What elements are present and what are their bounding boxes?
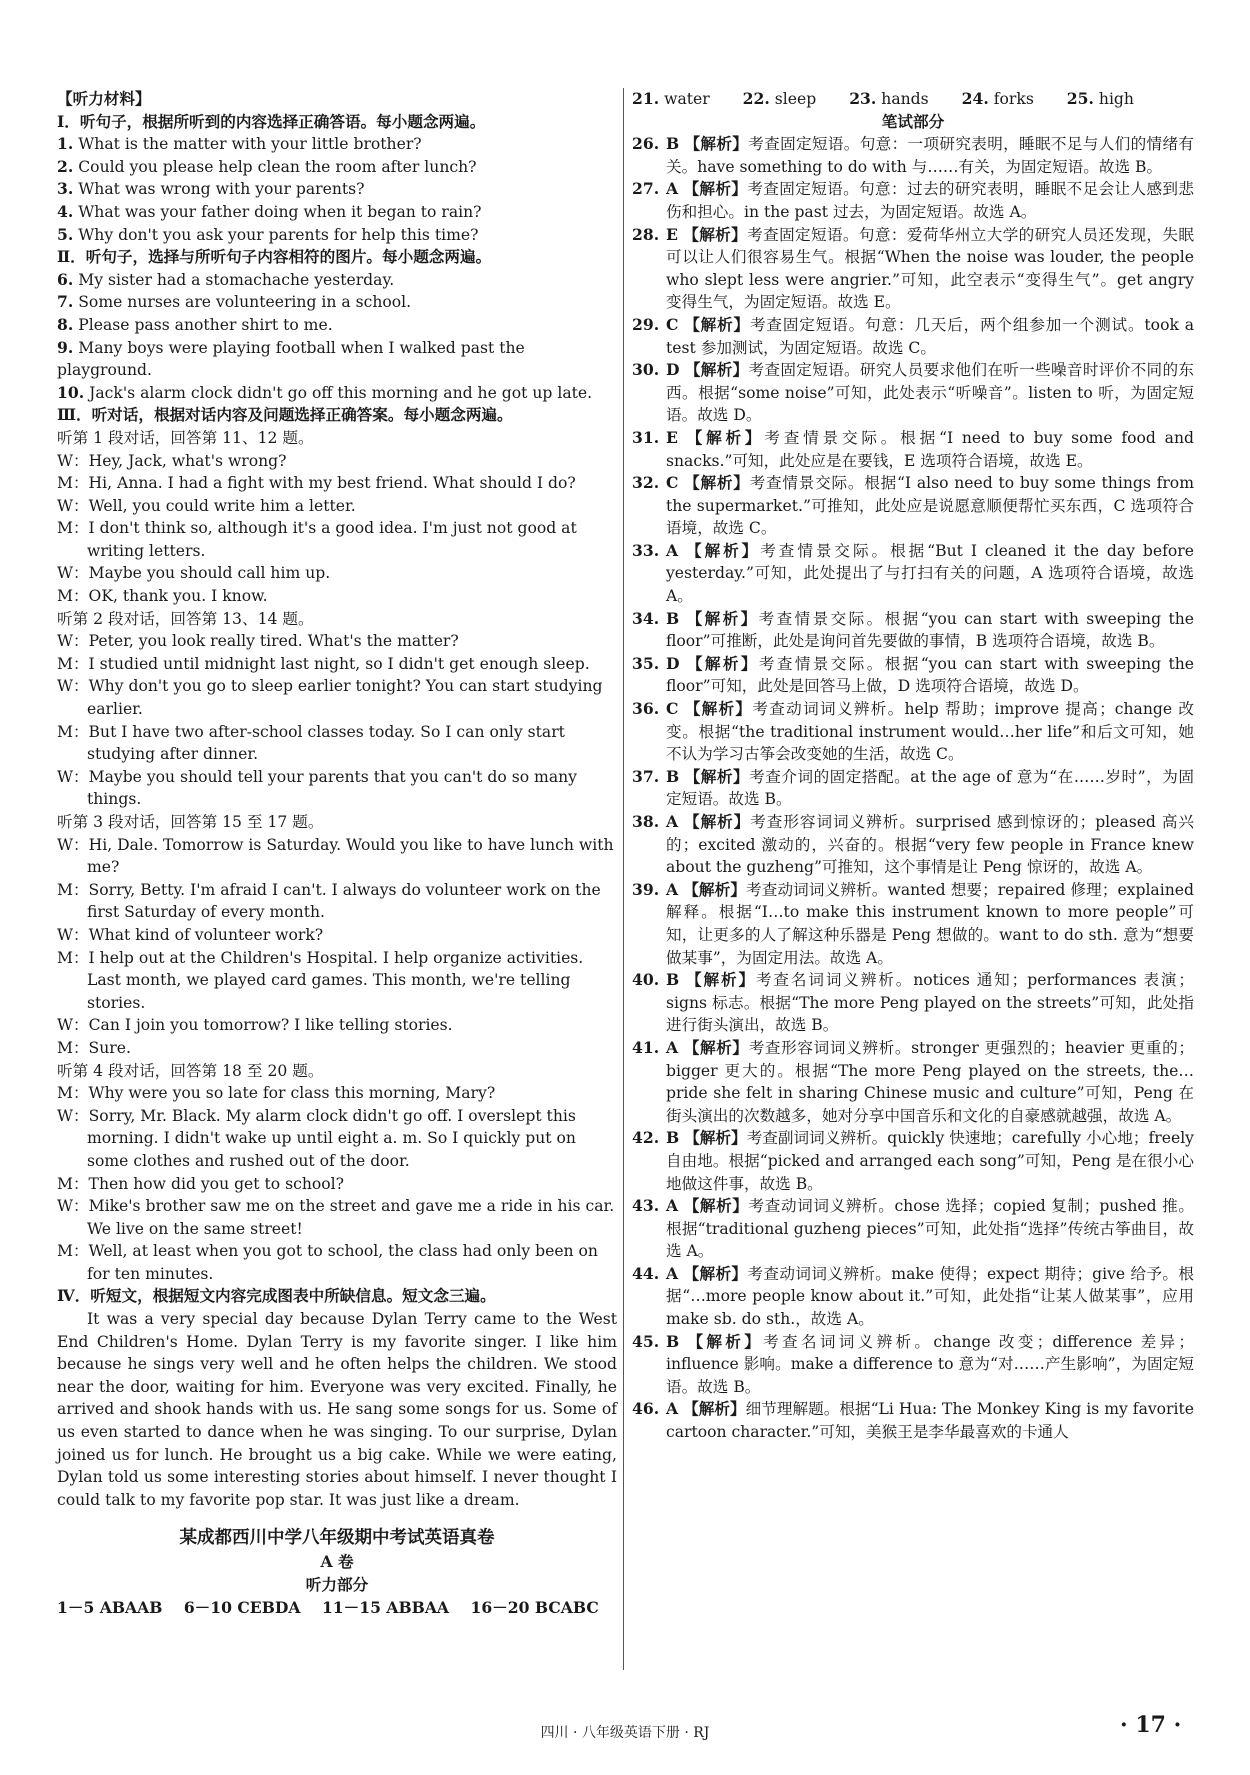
item-explanation: 考查动词词义辨析。chose 选择；copied 复制；pushed 推。根据“traditional guzheng pieces”可知，此处指“选择”传统古筝曲目，故选 A。 xyxy=(666,1197,1194,1261)
dialogue-line: M：Sure. xyxy=(57,1038,131,1057)
section-1-heading: Ⅰ．听句子，根据所听到的内容选择正确答语。每小题念两遍。 xyxy=(57,111,486,131)
item-explanation: 考查副词词义辨析。quickly 快速地；carefully 小心地；freely 自由地。根据“picked and arranged each song”可知，Peng 是在很小心地做这件事，故选 B。 xyxy=(666,1129,1194,1193)
dialogue-3-heading: 听第 3 段对话，回答第 15 至 17 题。 xyxy=(57,813,324,831)
item-number: 27. xyxy=(632,179,660,199)
analysis-tag: 【解析】 xyxy=(684,473,750,493)
item-explanation: 考查情景交际。根据“But I cleaned it the day before yesterday.”可知，此处提出了与打扫有关的问题，A 选项符合语境，故选 A。 xyxy=(666,541,1194,606)
answer-group: 1－5 ABAAB xyxy=(57,1597,163,1617)
listening-answers xyxy=(57,1597,617,1620)
item-number: 10. xyxy=(57,382,85,402)
explanation-item xyxy=(632,811,1194,879)
analysis-tag: 【解析】 xyxy=(683,1196,749,1216)
answer-word: sleep xyxy=(774,90,817,108)
list-item xyxy=(57,156,617,179)
item-text: What was your father doing when it began to rain? xyxy=(78,202,482,221)
item-answer: B xyxy=(666,766,680,786)
section-2-heading: Ⅱ．听句子，选择与所听句子内容相符的图片。每小题念两遍。 xyxy=(57,247,492,267)
analysis-tag: 【解析】 xyxy=(687,1331,764,1351)
dialogue-4-heading: 听第 4 段对话，回答第 18 至 20 题。 xyxy=(57,1061,324,1080)
dialogue-line: M：Why were you so late for class this morning, Mary? xyxy=(57,1084,496,1103)
list-item xyxy=(57,224,617,247)
list-item xyxy=(57,314,617,337)
item-number: 5. xyxy=(57,224,74,244)
analysis-tag: 【解析】 xyxy=(686,653,759,673)
item-number: 33. xyxy=(632,540,660,560)
item-number: 24. xyxy=(961,89,989,108)
item-number: 28. xyxy=(632,224,660,244)
written-part-label: 笔试部分 xyxy=(881,111,945,131)
item-explanation: 考查情景交际。根据“you can start with sweeping the floor”可推断，此处是询问首先要做的事情，B 选项符合语境，故选 B。 xyxy=(666,609,1194,651)
item-answer: D xyxy=(666,653,680,673)
explanation-item xyxy=(632,1398,1194,1443)
explanation-item xyxy=(632,1037,1194,1127)
item-answer: E xyxy=(666,224,678,244)
section-3-heading: Ⅲ．听对话，根据对话内容及问题选择正确答案。每小题念两遍。 xyxy=(57,405,513,425)
item-number: 6. xyxy=(57,269,74,289)
dialogue-line: W：Mike's brother saw me on the street and gave me a ride in his car. We live on the same street! xyxy=(57,1197,615,1238)
item-answer: A xyxy=(666,1037,679,1057)
dialogue-line: M：I help out at the Children's Hospital. I help organize activities. Last month, we played card games. This month, we're telling stories. xyxy=(57,948,584,1012)
item-explanation: 考查固定短语。句意：一项研究表明，睡眠不足与人们的情绪有关。have something to do with 与……有关，为固定短语。故选 B。 xyxy=(666,135,1194,176)
item-answer: A xyxy=(666,879,679,899)
item-number: 30. xyxy=(632,360,660,380)
explanation-item xyxy=(632,653,1194,698)
analysis-tag: 【解析】 xyxy=(684,360,749,380)
item-number: 32. xyxy=(632,473,660,493)
item-explanation: 考查固定短语。句意：爱荷华州立大学的研究人员还发现，失眠可以让人们很容易生气。根据“When the noise was louder, the people who slept less were angrier.”可知，此空表示“变得生气”。get angry 变得生气，为固定短语。故选 E。 xyxy=(666,225,1194,312)
item-number: 7. xyxy=(57,292,74,312)
answer-word: water xyxy=(664,90,710,108)
item-explanation: 考查情景交际。根据“I need to buy some food and snacks.”可知，此处应是在要钱，E 选项符合语境，故选 E。 xyxy=(666,428,1194,470)
answer-group: 16－20 BCABC xyxy=(470,1597,599,1617)
item-answer: B xyxy=(666,1128,680,1148)
item-answer: A xyxy=(666,179,679,199)
analysis-tag: 【解析】 xyxy=(684,699,753,719)
item-number: 35. xyxy=(632,653,660,673)
item-answer: B xyxy=(666,608,680,628)
item-text: Jack's alarm clock didn't go off this morning and he got up late. xyxy=(89,383,593,402)
item-answer: B xyxy=(666,1331,680,1351)
item-text: What was wrong with your parents? xyxy=(78,180,365,199)
item-number: 31. xyxy=(632,427,660,447)
item-answer: A xyxy=(666,1399,679,1419)
dialogue-line: W：Maybe you should tell your parents that you can't do so many things. xyxy=(57,767,577,809)
explanation-item xyxy=(632,178,1194,223)
analysis-tag: 【解析】 xyxy=(683,1263,748,1283)
item-number: 25. xyxy=(1066,89,1094,108)
dialogue-line: M：Well, at least when you got to school, the class had only been on for ten minutes. xyxy=(57,1242,598,1283)
explanation-item xyxy=(632,133,1194,178)
analysis-tag: 【解析】 xyxy=(684,766,750,786)
dialogue-line: M：I don't think so, although it's a good idea. I'm just not good at writing letters. xyxy=(57,519,577,560)
list-item xyxy=(57,178,617,201)
section-4-heading: Ⅳ．听短文，根据短文内容完成图表中所缺信息。短文念三遍。 xyxy=(57,1286,496,1306)
left-column xyxy=(57,88,617,1619)
explanation-item xyxy=(632,1263,1194,1331)
item-answer: C xyxy=(666,473,679,493)
analysis-tag: 【解析】 xyxy=(683,1037,749,1057)
analysis-tag: 【解析】 xyxy=(684,1128,747,1148)
list-item xyxy=(57,133,617,156)
explanation-item xyxy=(632,1331,1194,1399)
item-number: 9. xyxy=(57,337,74,357)
explanation-item xyxy=(632,314,1194,359)
explanation-item xyxy=(632,224,1194,314)
item-number: 43. xyxy=(632,1196,660,1216)
item-text: Many boys were playing football when I walked past the playground. xyxy=(57,338,525,380)
item-answer: B xyxy=(666,134,680,154)
page-footer: 四川 · 八年级英语下册 · RJ xyxy=(540,1725,710,1741)
item-answer: A xyxy=(666,812,679,831)
listening-part-label: 听力部分 xyxy=(305,1575,369,1594)
dialogue-line: W：Peter, you look really tired. What's the matter? xyxy=(57,632,459,651)
item-number: 4. xyxy=(57,201,74,221)
item-number: 23. xyxy=(849,89,877,108)
item-explanation: 考查形容词词义辨析。stronger 更强烈的；heavier 更重的；bigger 更大的。根据“The more Peng played on the streets, the…pride she felt in sharing Chinese music and culture”可知，Peng 在街头演出的次数越多，她对分享中国音乐和文化的自豪感就越强，故选 A。 xyxy=(666,1038,1194,1125)
item-number: 44. xyxy=(632,1263,660,1283)
dialogue-line: M：I studied until midnight last night, so I didn't get enough sleep. xyxy=(57,654,590,673)
item-answer: D xyxy=(666,360,680,380)
explanation-item xyxy=(632,540,1194,608)
list-item xyxy=(57,201,617,224)
column-divider xyxy=(623,88,624,1670)
item-number: 22. xyxy=(742,89,770,108)
explanation-item xyxy=(632,1195,1194,1263)
answer-group: 6－10 CEBDA xyxy=(183,1597,301,1617)
item-number: 1. xyxy=(57,134,74,154)
right-column xyxy=(632,88,1194,1444)
dialogue-line: W：Hey, Jack, what's wrong? xyxy=(57,451,287,470)
list-item xyxy=(57,269,617,292)
item-number: 36. xyxy=(632,699,660,719)
explanation-item xyxy=(632,427,1194,472)
item-number: 3. xyxy=(57,179,74,199)
item-text: What is the matter with your little brother? xyxy=(78,135,422,154)
item-answer: C xyxy=(666,699,679,719)
item-number: 39. xyxy=(632,879,660,899)
dialogue-line: M：Hi, Anna. I had a fight with my best friend. What should I do? xyxy=(57,474,576,493)
item-explanation: 考查名词词义辨析。change 改变；difference 差异；influence 影响。make a difference to 意为“对……产生影响”，为固定短语。故选 B。 xyxy=(666,1332,1194,1396)
dialogue-line: W：Can I join you tomorrow? I like telling stories. xyxy=(57,1016,453,1035)
answer-group: 11－15 ABBAA xyxy=(321,1597,450,1617)
page-number: · 17 · xyxy=(1120,1712,1182,1738)
analysis-tag: 【解析】 xyxy=(683,1399,746,1419)
item-text: My sister had a stomachache yesterday. xyxy=(78,270,395,289)
explanation-item xyxy=(632,608,1194,653)
item-explanation: 考查情景交际。根据“you can start with sweeping the floor”可知，此处是回答马上做，D 选项符合语境，故选 D。 xyxy=(666,654,1194,696)
dialogue-line: W：Why don't you go to sleep earlier tonight? You can start studying earlier. xyxy=(57,677,603,719)
paper-a-label: A 卷 xyxy=(320,1552,354,1572)
analysis-tag: 【解析】 xyxy=(683,879,747,899)
explanation-item xyxy=(632,472,1194,540)
item-text: Could you please help clean the room after lunch? xyxy=(78,157,477,176)
section-1-list xyxy=(57,133,617,246)
item-number: 46. xyxy=(632,1399,660,1419)
dialogue-line: M：Sorry, Betty. I'm afraid I can't. I always do volunteer work on the first Saturday of every month. xyxy=(57,880,601,922)
item-number: 29. xyxy=(632,314,660,334)
list-item xyxy=(57,337,617,382)
section-header: 【听力材料】 xyxy=(57,89,151,108)
list-item xyxy=(57,291,617,314)
answer-word: hands xyxy=(881,90,929,108)
item-answer: E xyxy=(666,427,678,447)
item-answer: B xyxy=(666,970,680,990)
item-explanation: 考查动词词义辨析。help 帮助；improve 提高；change 改变。根据“the traditional instrument would…her life”和后文可知，她不认为学习古筝会改变她的生活，故选 C。 xyxy=(666,700,1194,764)
dialogue-line: M：But I have two after-school classes today. So I can only start studying after dinner. xyxy=(57,722,565,764)
analysis-tag: 【解析】 xyxy=(684,812,751,831)
analysis-tag: 【解析】 xyxy=(686,427,765,447)
item-explanation: 考查固定短语。句意：过去的研究表明，睡眠不足会让人感到悲伤和担心。in the past 过去，为固定短语。故选 A。 xyxy=(666,180,1194,221)
answer-explanations xyxy=(632,133,1194,1443)
item-number: 42. xyxy=(632,1128,660,1148)
dialogue-line: W：Hi, Dale. Tomorrow is Saturday. Would you like to have lunch with me? xyxy=(57,835,614,877)
item-explanation: 考查固定短语。研究人员要求他们在听一些噪音时评价不同的东西。根据“some noise”可知，此处表示“听噪音”。listen to 听，为固定短语。故选 D。 xyxy=(666,361,1194,425)
analysis-tag: 【解析】 xyxy=(683,224,748,244)
item-number: 8. xyxy=(57,314,74,334)
section-2-list xyxy=(57,269,617,405)
item-explanation: 考查动词词义辨析。wanted 想要；repaired 修理；explained 解释。根据“I…to make this instrument known to more people”可知，让更多的人了解这种乐器是 Peng 想做的。want to do sth. 意为“想要做某事”，为固定用法。故选 A。 xyxy=(666,880,1194,967)
analysis-tag: 【解析】 xyxy=(683,179,748,199)
item-text: Some nurses are volunteering in a school. xyxy=(78,293,412,312)
list-item xyxy=(57,382,617,405)
answer-word: forks xyxy=(993,90,1034,108)
item-number: 41. xyxy=(632,1037,660,1057)
dialogue-line: W：Maybe you should call him up. xyxy=(57,564,331,583)
item-number: 2. xyxy=(57,156,74,176)
analysis-tag: 【解析】 xyxy=(684,134,749,154)
dialogue-line: W：Well, you could write him a letter. xyxy=(57,496,356,515)
analysis-tag: 【解析】 xyxy=(686,540,761,560)
passage-text: It was a very special day because Dylan Terry came to the West End Children's Home. Dylan Terry is my favorite singer. I like him because he sings very well and he often helps the children. We stood near the door, waiting for him. Everyone was very excited. Finally, he arrived and shook hands with us. He sang some songs for us. Some of us even started to dance when he was singing. To our surprise, Dylan joined us for lunch. He brought us a big cake. While we were eating, Dylan told us some interesting stories about himself. I never thought I could talk to my favorite pop star. It was just like a dream. xyxy=(57,1310,617,1509)
item-text: Why don't you ask your parents for help this time? xyxy=(78,225,479,244)
item-number: 45. xyxy=(632,1331,660,1351)
explanation-item xyxy=(632,359,1194,427)
dialogue-1-heading: 听第 1 段对话，回答第 11、12 题。 xyxy=(57,428,314,447)
answer-word: high xyxy=(1098,90,1134,108)
analysis-tag: 【解析】 xyxy=(686,970,756,990)
item-answer: A xyxy=(666,540,679,560)
item-number: 26. xyxy=(632,134,660,154)
explanation-item xyxy=(632,698,1194,766)
item-number: 40. xyxy=(632,970,660,990)
item-explanation: 考查名词词义辨析。notices 通知；performances 表演；signs 标志。根据“The more Peng played on the streets”可知，此处指进行街头演出，故选 B。 xyxy=(666,971,1194,1035)
dialogue-line: M：Then how did you get to school? xyxy=(57,1174,345,1193)
item-explanation: 细节理解题。根据“Li Hua: The Monkey King is my favorite cartoon character.”可知，美猴王是李华最喜欢的卡通人 xyxy=(666,1400,1194,1442)
item-number: 38. xyxy=(632,812,660,831)
dialogue-line: W：What kind of volunteer work? xyxy=(57,925,324,944)
dialogue-2-heading: 听第 2 段对话，回答第 13、14 题。 xyxy=(57,609,314,628)
explanation-item xyxy=(632,1127,1194,1195)
item-explanation: 考查固定短语。句意：几天后，两个组参加一个测试。took a test 参加测试，为固定短语。故选 C。 xyxy=(666,315,1194,357)
item-explanation: 考查介词的固定搭配。at the age of 意为“在……岁时”，为固定短语。故选 B。 xyxy=(666,767,1194,809)
analysis-tag: 【解析】 xyxy=(686,608,759,628)
item-number: 21. xyxy=(632,89,660,108)
item-explanation: 考查形容词词义辨析。surprised 感到惊讶的；pleased 高兴的；excited 激动的，兴奋的。根据“very few people in France knew about the guzheng”可推知，这个事情是让 Peng 惊讶的，故选 A。 xyxy=(666,813,1194,877)
explanation-item xyxy=(632,766,1194,811)
analysis-tag: 【解析】 xyxy=(684,314,750,334)
item-answer: C xyxy=(666,314,679,334)
item-text: Please pass another shirt to me. xyxy=(78,315,333,334)
item-answer: A xyxy=(666,1196,679,1216)
blank-answers xyxy=(632,88,1194,111)
exam-title: 某成都西川中学八年级期中考试英语真卷 xyxy=(179,1528,495,1549)
item-number: 37. xyxy=(632,766,660,786)
item-explanation: 考查情景交际。根据“I also need to buy some things from the supermarket.”可推知，此处应是说愿意顺便帮忙买东西，C 选项符合语境，故选 C。 xyxy=(666,474,1194,538)
explanation-item xyxy=(632,879,1194,969)
dialogue-line: M：OK, thank you. I know. xyxy=(57,587,268,606)
item-explanation: 考查动词词义辨析。make 使得；expect 期待；give 给予。根据“…more people know about it.”可知，此处指“让某人做某事”，应用 make sb. do sth.，故选 A。 xyxy=(666,1264,1194,1329)
item-number: 34. xyxy=(632,608,660,628)
item-answer: A xyxy=(666,1263,679,1283)
dialogue-line: W：Sorry, Mr. Black. My alarm clock didn't go off. I overslept this morning. I didn't wake up until eight a. m. So I quickly put on some clothes and rushed out of the door. xyxy=(57,1106,576,1170)
explanation-item xyxy=(632,969,1194,1037)
